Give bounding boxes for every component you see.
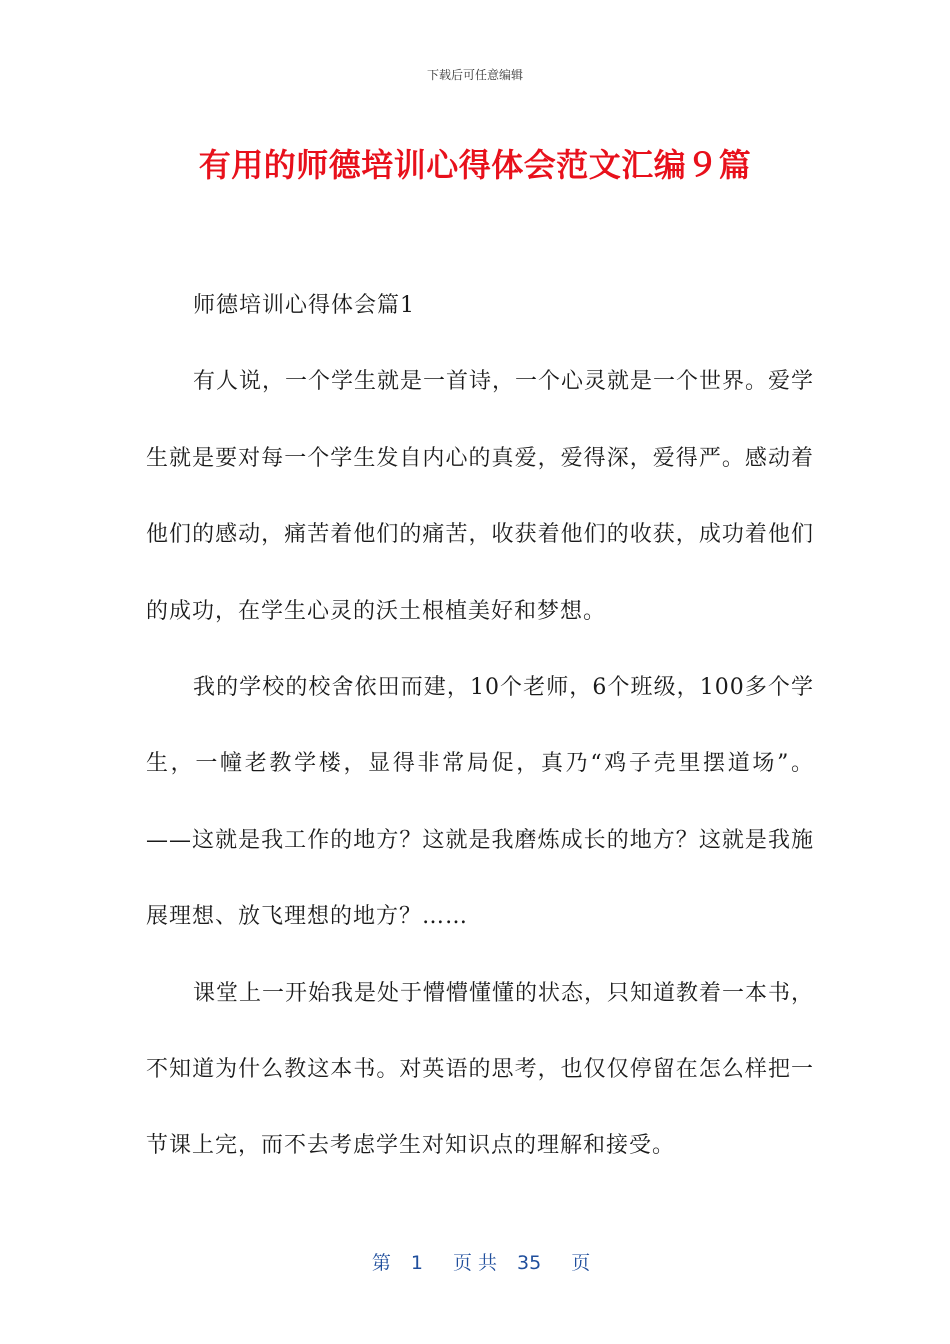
paragraph-2: 我的学校的校舍依田而建，10个老师，6个班级，100多个学生，一幢老教学楼，显得非常局促，真乃“鸡子壳里摆道场”。——这就是我工作的地方？这就是我磨炼成长的地方？这就是我施展理想、放飞理想的地方？…… [146, 675, 814, 930]
page-footer [0, 1226, 950, 1275]
header-note: 下载后可任意编辑 [426, 68, 523, 82]
document-title: 有用的师德培训心得体会范文汇编９篇 [198, 146, 752, 184]
footer-total-pages: 35 [517, 1252, 542, 1274]
footer-suffix: 页 [571, 1252, 591, 1274]
paragraph-1: 有人说，一个学生就是一首诗，一个心灵就是一个世界。爱学生就是要对每一个学生发自内心的真爱，爱得深，爱得严。感动着他们的感动，痛苦着他们的痛苦，收获着他们的收获，成功着他们的成功，在学生心灵的沃土根植美好和梦想。 [146, 369, 815, 624]
paragraph-3: 课堂上一开始我是处于懵懵懂懂的状态，只知道教着一本书，不知道为什么教这本书。对英语的思考，也仅仅停留在怎么样把一节课上完，而不去考虑学生对知识点的理解和接受。 [146, 980, 815, 1159]
section-heading: 师德培训心得体会篇1 [193, 293, 415, 318]
footer-prefix: 第 [371, 1252, 391, 1274]
footer-middle: 页 共 [452, 1252, 498, 1274]
footer-current-page: 1 [410, 1252, 423, 1274]
document-body [146, 268, 814, 1185]
